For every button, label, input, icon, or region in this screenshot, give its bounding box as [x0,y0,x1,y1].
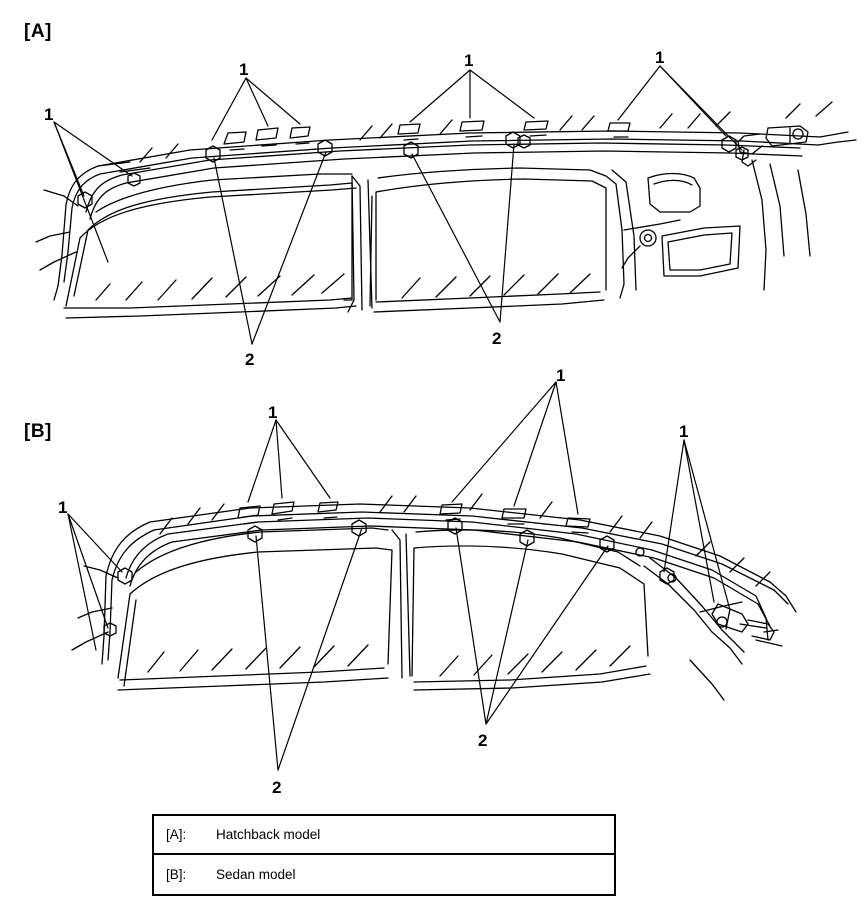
legend-row [154,855,614,894]
callout-2: 2 [492,329,502,348]
callout-2: 2 [272,778,282,797]
callout-1: 1 [268,403,278,422]
callout-1: 1 [464,51,474,70]
callout-1: 1 [44,105,54,124]
legend-table [152,814,616,896]
callout-1: 1 [556,366,566,385]
callout-2: 2 [478,731,488,750]
panel-label-b: [B] [24,421,52,442]
legend-key: [A]: [166,827,187,842]
legend-value: Hatchback model [216,827,321,842]
legend-key: [B]: [166,867,187,882]
panel-label-a: [A] [24,21,52,42]
legend-value: Sedan model [216,867,296,882]
callout-1: 1 [679,422,689,441]
callout-1: 1 [239,60,249,79]
callout-1: 1 [655,48,665,67]
panel-a-illustration [36,66,856,344]
callout-2: 2 [245,350,255,369]
callout-1: 1 [58,498,68,517]
legend-row [154,816,614,855]
